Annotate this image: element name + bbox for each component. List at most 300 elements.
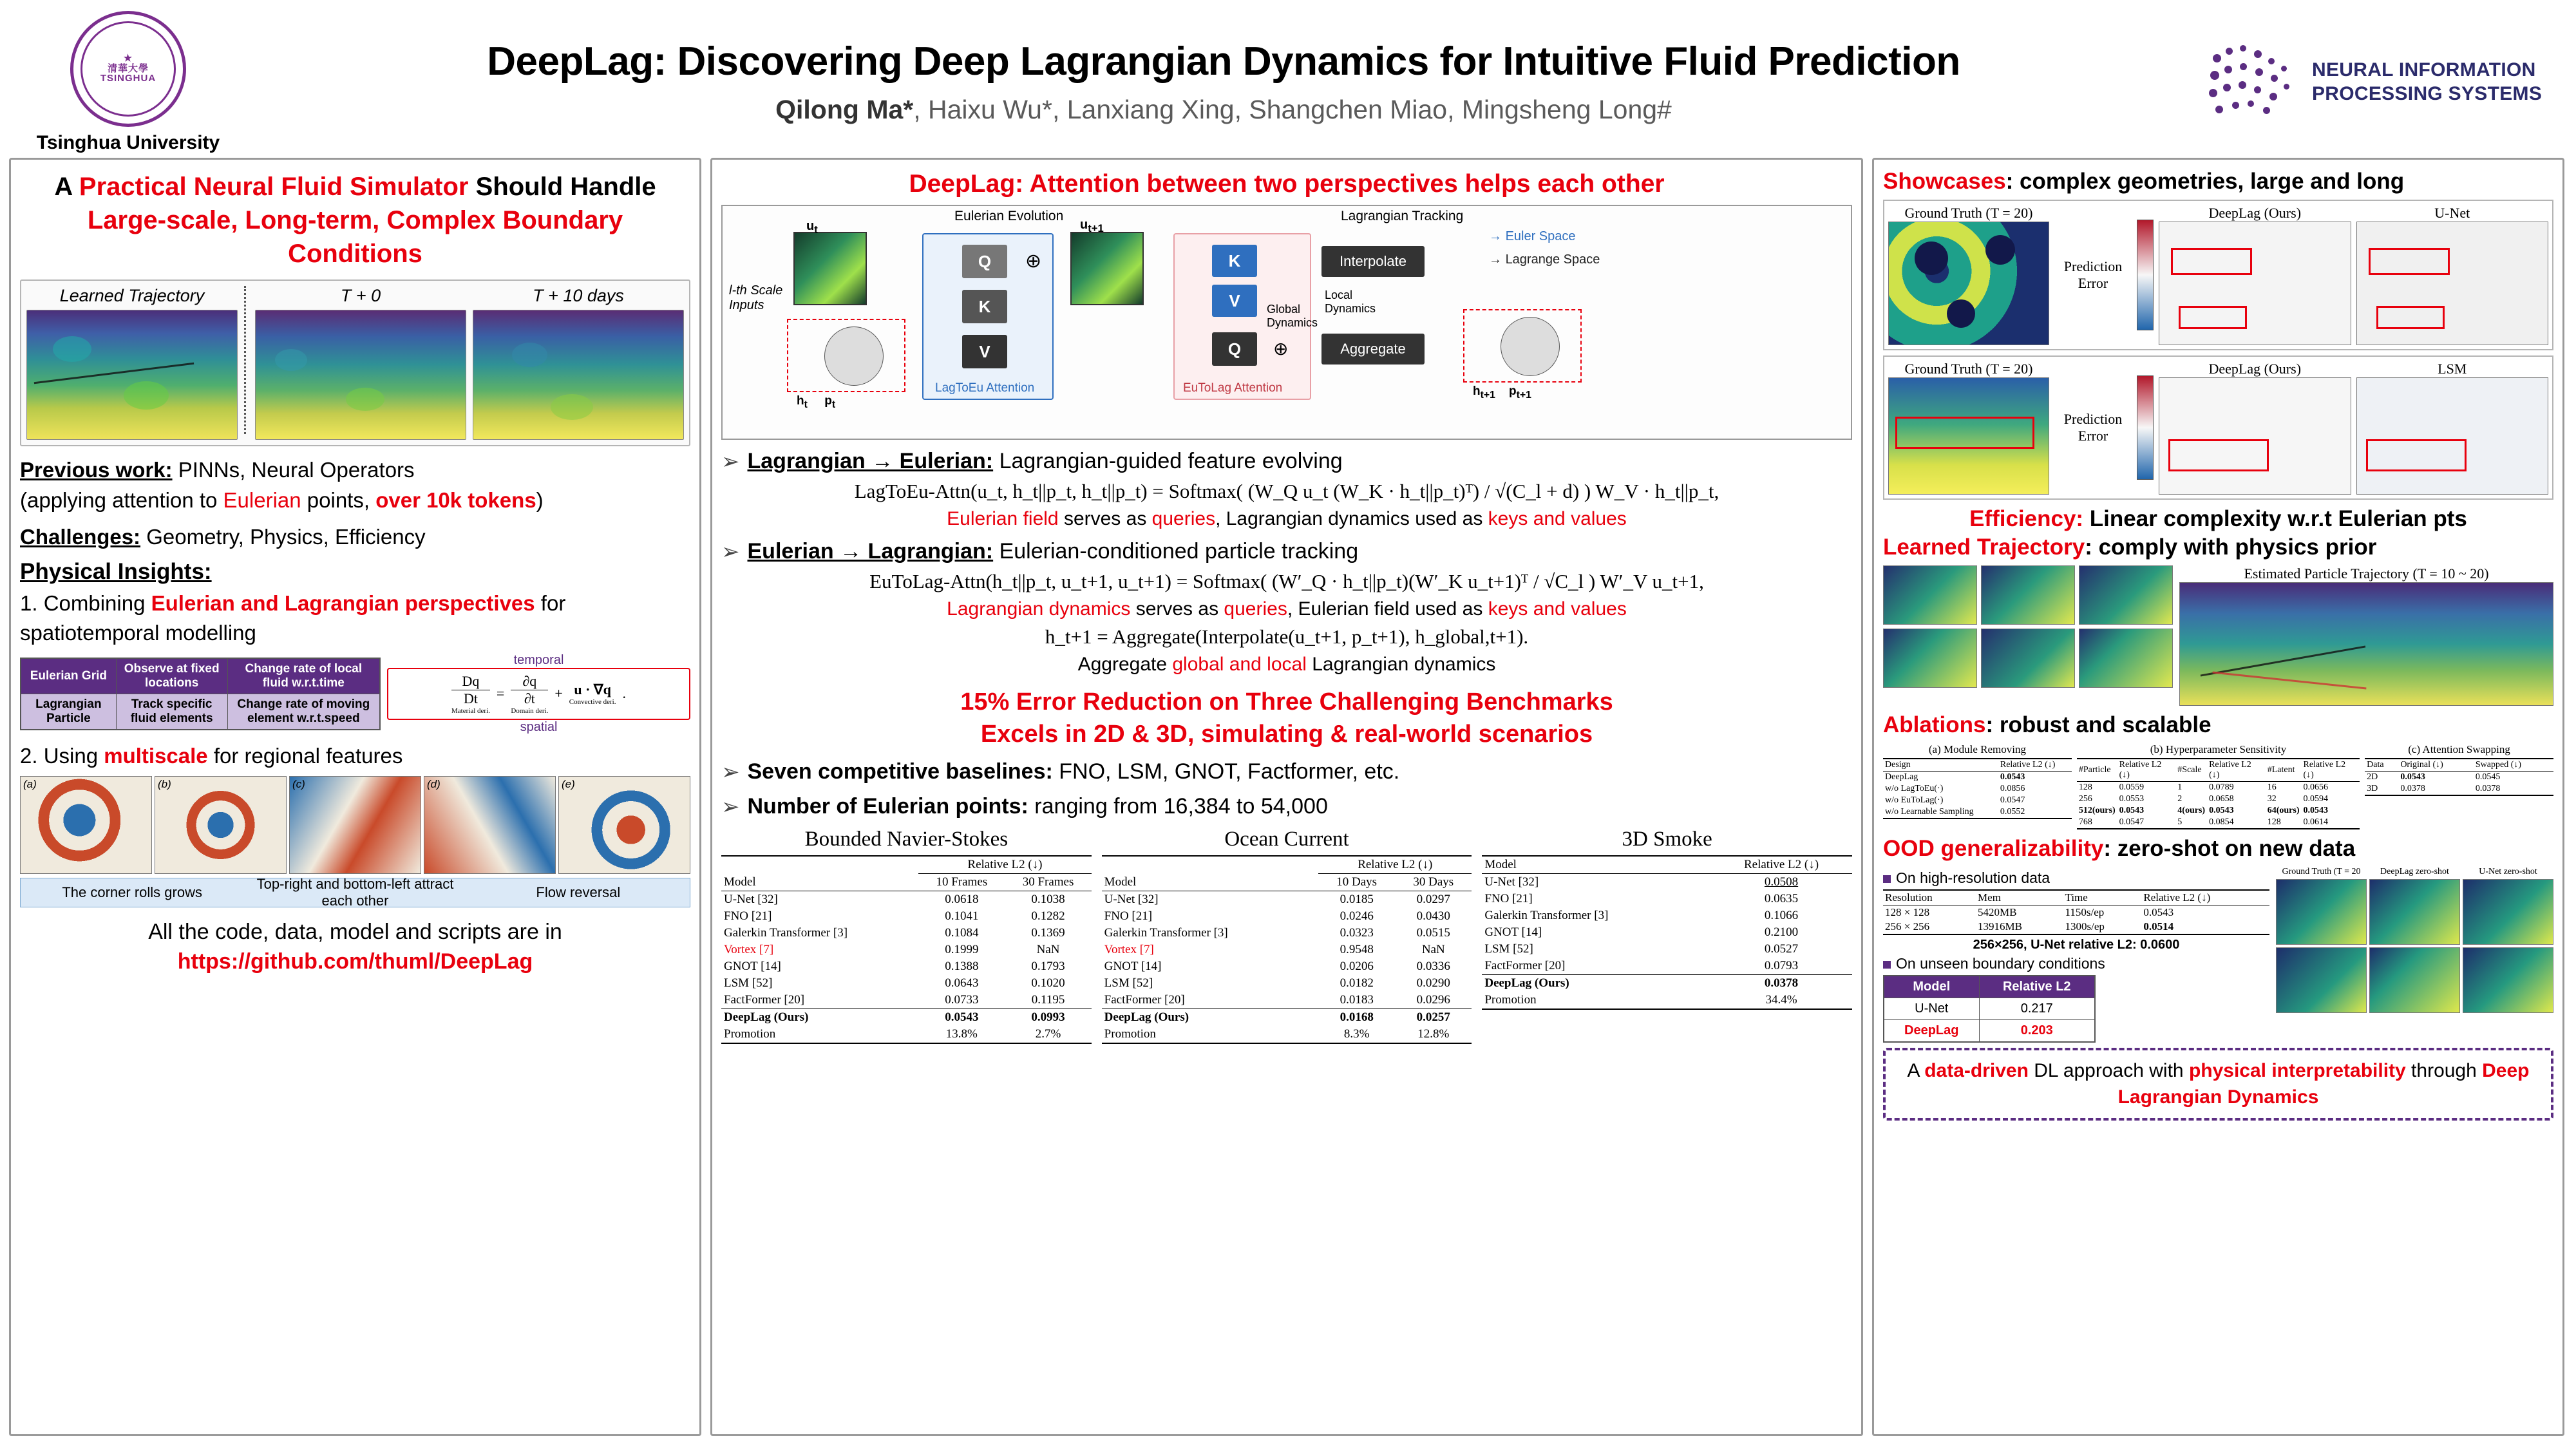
- cell: Relative L2 (↓): [2209, 760, 2251, 780]
- cell: 0.0257: [1416, 1010, 1450, 1025]
- cell: 0.0378: [1764, 976, 1799, 990]
- aggregate-block: Aggregate: [1321, 334, 1425, 365]
- bullet1-title: Lagrangian → Eulerian:: [747, 449, 994, 473]
- abl3-table: [2365, 758, 2553, 796]
- annotation-attract: Top-right and bottom-left attract each other: [256, 876, 454, 909]
- bench3-table: [1482, 855, 1852, 1010]
- sc2-error-label: Prediction Error: [2063, 411, 2123, 444]
- table-row: [1883, 772, 2072, 784]
- ood-tile: [2369, 947, 2460, 1013]
- eq-term1-sub: Domain deri.: [511, 706, 549, 715]
- fluid-image-t10: [473, 310, 684, 440]
- eulerian-lagrangian-table-block: [20, 653, 690, 735]
- cell: 0.1999: [945, 943, 979, 957]
- bench2-table: [1102, 855, 1472, 1044]
- table-row: [1482, 941, 1852, 958]
- prev-paren-c: ): [536, 488, 544, 512]
- q-box-2: Q: [1212, 332, 1257, 366]
- bench1-metric: Relative L2 (↓): [918, 856, 1091, 874]
- cell: 0.0514: [2143, 920, 2174, 933]
- abl2-table: [2077, 758, 2360, 829]
- bullet-baselines: [721, 759, 1852, 785]
- cell-lagrangian-particle: Lagrangian Particle: [21, 694, 116, 730]
- cell: 0.0206: [1340, 960, 1374, 974]
- label-scale-inputs: l-th Scale Inputs: [729, 283, 783, 312]
- showcase-row-2: [1883, 355, 2553, 500]
- table-row: [2077, 793, 2360, 805]
- cell: 0.0378: [2400, 784, 2425, 793]
- cell: GNOT [14]: [724, 960, 781, 974]
- benchmark-tables: [721, 828, 1852, 1044]
- multiscale-cell: [558, 776, 690, 874]
- cell: 0.0527: [1764, 942, 1799, 956]
- bench1-col-30: 30 Frames: [1022, 875, 1074, 889]
- ood-note-2: [1883, 955, 2269, 972]
- tsinghua-logo-block: [9, 11, 247, 154]
- cell: 12.8%: [1417, 1027, 1450, 1041]
- table-row: [721, 975, 1092, 992]
- cell: 0.1282: [1031, 909, 1065, 923]
- headline-red-2: Large-scale, Long-term, Complex Boundary Conditions: [87, 206, 623, 268]
- cap2-b: serves as: [1130, 598, 1224, 620]
- plus-icon-2: ⊕: [1273, 339, 1289, 359]
- cap3-red: global and local: [1172, 654, 1307, 675]
- table-row: [2077, 817, 2360, 829]
- cell: 0.0543: [2400, 772, 2425, 782]
- cell-change-rate-moving: Change rate of moving element w.r.t.speed: [227, 694, 380, 730]
- fluid-image-t0: [255, 310, 466, 440]
- code-line-text: All the code, data, model and scripts are in: [148, 920, 562, 945]
- bullet3-text: FNO, LSM, GNOT, Factformer, etc.: [1052, 759, 1400, 784]
- cell: U-Net: [1884, 998, 1979, 1020]
- cell: 0.0323: [1340, 926, 1374, 940]
- v-box-2: V: [1212, 285, 1257, 317]
- traj-tile: [1883, 629, 1977, 688]
- column-left: [9, 158, 701, 1436]
- plus-icon-1: ⊕: [1025, 251, 1042, 272]
- label-lagtoeu: LagToEu Attention: [935, 381, 1035, 395]
- challenges-text: [20, 522, 690, 553]
- neurips-logo-block: [2200, 44, 2567, 121]
- arrow-temporal-label: temporal: [513, 652, 564, 667]
- caption-lagtoeu: [721, 508, 1852, 530]
- cap3-b: Lagrangian dynamics: [1306, 654, 1496, 675]
- seal-text: ★ 清華大學 TSINGHUA: [100, 52, 156, 84]
- table-row: [2077, 805, 2360, 817]
- cell: 0.0185: [1340, 893, 1374, 907]
- cell: 0.1369: [1031, 926, 1065, 940]
- ood-text: : zero-shot on new data: [2103, 836, 2356, 861]
- cell: 128 × 128: [1885, 906, 1930, 918]
- cell: 0.1041: [945, 909, 979, 923]
- sc1-error-label: Prediction Error: [2063, 258, 2123, 291]
- neurips-dots-icon: [2206, 44, 2303, 121]
- showcases-heading: [1883, 169, 2553, 194]
- cell: Design: [1885, 760, 1911, 770]
- ood-note1-text: On high-resolution data: [1896, 869, 2050, 886]
- cell: Vortex [7]: [724, 943, 774, 957]
- cell: 0.0182: [1340, 976, 1374, 990]
- legend-euler-space: → Euler Space: [1489, 229, 1576, 243]
- ood-line: [1883, 836, 2553, 862]
- cell: 0.0296: [1416, 993, 1450, 1007]
- cell: DeepLag (Ours): [724, 1010, 809, 1025]
- cell: Original (↓): [2400, 760, 2443, 770]
- cell: 32: [2267, 794, 2277, 804]
- cell: 0.2100: [1764, 925, 1799, 940]
- bench3-col-model: Model: [1484, 858, 1517, 872]
- table-row: [2077, 782, 2360, 794]
- cell: 0.0246: [1340, 909, 1374, 923]
- cell: 768: [2078, 817, 2092, 827]
- showcases-label: Showcases: [1883, 169, 2006, 194]
- sc2-baseline-caption: LSM: [2438, 361, 2467, 377]
- insight1-a: 1. Combining: [20, 591, 151, 615]
- column-right: [1872, 158, 2564, 1436]
- legend-lagrange-space: → Lagrange Space: [1489, 252, 1600, 267]
- bullet3-title: Seven competitive baselines:: [747, 759, 1053, 784]
- sc1-gt-caption: Ground Truth (T = 20): [1904, 205, 2033, 221]
- cell: #Particle: [2078, 765, 2111, 775]
- trajectory-caption: Estimated Particle Trajectory (T = 10 ~ 20): [2244, 565, 2489, 582]
- table-row: [1883, 806, 2072, 819]
- cell: 0.1195: [1031, 993, 1065, 1007]
- cell-change-rate-local: Change rate of local fluid w.r.t.time: [227, 658, 380, 694]
- eq-lhs-sub: Material deri.: [451, 706, 490, 715]
- insight1-red: Eulerian and Lagrangian perspectives: [151, 591, 535, 615]
- insight2-b: for regional features: [207, 743, 403, 768]
- col2-heading: DeepLag: Attention between two perspectives helps each other: [909, 170, 1665, 198]
- cell: 16: [2267, 782, 2277, 792]
- cell: 0.0618: [945, 893, 979, 907]
- bench3-metric: Relative L2 (↓): [1743, 858, 1819, 872]
- cell: LSM [52]: [1484, 942, 1533, 956]
- ms-label-e: (e): [562, 778, 575, 791]
- trajectory-tiles: [1883, 565, 2173, 688]
- label-eulerian-evolution: Eulerian Evolution: [954, 209, 1064, 223]
- table-row: [1883, 759, 2072, 772]
- bullet-arrow-icon: ➢: [721, 540, 740, 564]
- concl-c: through: [2405, 1060, 2483, 1081]
- headline-part-b: Should Handle: [468, 173, 656, 201]
- traj-tile: [1981, 565, 2075, 625]
- poster-header: [9, 6, 2567, 158]
- cell: 0.0789: [2209, 782, 2234, 792]
- trajectory-label: Learned Trajectory: [1883, 535, 2085, 560]
- table-row: [1482, 856, 1852, 874]
- trajectory-figure: [1883, 565, 2553, 706]
- col1-headline: [20, 170, 690, 270]
- cell: 0.0635: [1764, 892, 1799, 906]
- cell: 2: [2177, 794, 2183, 804]
- github-url[interactable]: https://github.com/thuml/DeepLag: [177, 949, 533, 974]
- cell-observe-fixed: Observe at fixed locations: [116, 658, 227, 694]
- table-row: [1883, 905, 2269, 920]
- sc1-unet-error-image: [2356, 222, 2549, 345]
- ood-resolution-table: [1883, 889, 2269, 935]
- abl1-title: (a) Module Removing: [1928, 743, 2026, 755]
- tsinghua-seal-icon: [70, 11, 186, 127]
- cell: 0.1084: [945, 926, 979, 940]
- cell: 256: [2078, 794, 2092, 804]
- cell: 5420MB: [1978, 906, 2017, 918]
- cell: 0.0168: [1340, 1010, 1374, 1025]
- bullet4-title: Number of Eulerian points:: [747, 794, 1028, 819]
- previous-work-label: Previous work:: [20, 458, 173, 482]
- multiscale-cell: [155, 776, 287, 874]
- table-row: [1883, 795, 2072, 806]
- cell: w/o EuToLag(·): [1885, 795, 1944, 805]
- ood-note-1: [1883, 869, 2269, 887]
- bullet-arrow-icon: ➢: [721, 760, 740, 785]
- table-row: [1883, 890, 2269, 905]
- ablation-module-removing: [1883, 743, 2072, 829]
- cell: 128: [2267, 817, 2281, 827]
- ms-label-c: (c): [292, 778, 305, 791]
- prev-over-tokens: over 10k tokens: [375, 488, 536, 512]
- cell: Time: [2065, 891, 2088, 904]
- insight1-b: for spatiotemporal modelling: [20, 591, 566, 645]
- multiscale-cell: [424, 776, 556, 874]
- table-row: [1482, 924, 1852, 941]
- sc2-gt-caption: Ground Truth (T = 20): [1904, 361, 2033, 377]
- ood-tile: [2276, 879, 2367, 945]
- cell: 0.0336: [1416, 960, 1450, 974]
- eq-term2: u · ∇q: [574, 681, 611, 698]
- insights-label: Physical Insights:: [20, 558, 212, 584]
- cell: Relative L2: [1979, 976, 2095, 998]
- bench1-table: [721, 855, 1092, 1044]
- ablation-tables: [1883, 743, 2553, 829]
- traj-cell-learned: [26, 286, 238, 440]
- benchmark-bounded-navier-stokes: [721, 828, 1092, 1044]
- cell: 0.0614: [2303, 817, 2328, 827]
- eq-period: .: [622, 685, 626, 702]
- table-row: [1482, 958, 1852, 975]
- showcases-text: : complex geometries, large and long: [2005, 169, 2405, 194]
- fluid-image-learned: [26, 310, 238, 440]
- bullet-arrow-icon: ➢: [721, 450, 740, 474]
- traj-cell-t0: [255, 286, 466, 440]
- table-row: [1482, 891, 1852, 907]
- ood-cap-deeplag: DeepLag zero-shot: [2380, 867, 2449, 876]
- traj-caption-learned: Learned Trajectory: [59, 286, 205, 305]
- ood-mid-note: 256×256, U-Net relative L2: 0.0600: [1973, 938, 2180, 952]
- table-row: [721, 891, 1092, 909]
- bullet-arrow-icon: ➢: [721, 795, 740, 820]
- table-row: [1102, 975, 1472, 992]
- result-line-2: Excels in 2D & 3D, simulating & real-world scenarios: [980, 721, 1593, 748]
- sc2-deeplag-error-image: [2159, 377, 2351, 495]
- table-row: [721, 925, 1092, 942]
- bench2-col-model: Model: [1104, 875, 1137, 889]
- cell: 0.0547: [2119, 817, 2145, 827]
- table-row-ours: [1482, 975, 1852, 992]
- prev-eulerian: Eulerian: [223, 488, 301, 512]
- cell: 1150s/ep: [2065, 906, 2105, 918]
- cap1-b: serves as: [1058, 508, 1152, 529]
- sc1-ours-caption: DeepLag (Ours): [2208, 205, 2302, 221]
- cell: FNO [21]: [1484, 892, 1533, 906]
- interpolate-block: Interpolate: [1321, 246, 1425, 277]
- cell: U-Net [32]: [724, 893, 778, 907]
- ood-tile: [2463, 947, 2553, 1013]
- table-row: [721, 908, 1092, 925]
- cell: 0.217: [1979, 998, 2095, 1020]
- bench2-col-10: 10 Days: [1336, 875, 1378, 889]
- trajectory-line: [1883, 535, 2553, 560]
- cap1-d: , Lagrangian dynamics used as: [1215, 508, 1488, 529]
- table-row: [1482, 874, 1852, 891]
- cell: NaN: [1036, 943, 1060, 957]
- table-row-promotion: [1102, 1026, 1472, 1043]
- cell: 13.8%: [945, 1027, 978, 1041]
- ablation-attention-swapping: [2365, 743, 2553, 829]
- material-derivative-equation: Dq Dt Material deri. = ∂q ∂t Domain deri. + u · ∇q Convective deri. .: [387, 668, 690, 720]
- caption-eutolag: [721, 598, 1852, 620]
- cell: 0.0547: [2000, 795, 2025, 805]
- traj-cell-t10: [473, 286, 684, 440]
- cell: 2D: [2367, 772, 2378, 782]
- cell: 512(ours): [2078, 806, 2116, 815]
- ms-label-b: (b): [158, 778, 171, 791]
- cap2-c: queries: [1224, 598, 1287, 620]
- table-row: [721, 856, 1092, 874]
- lagrangian-particles-input: [787, 319, 905, 392]
- cell: DeepLag (Ours): [1104, 1010, 1189, 1025]
- ms-label-a: (a): [23, 778, 37, 791]
- cell: Resolution: [1885, 891, 1933, 904]
- sc2-ours-caption: DeepLag (Ours): [2208, 361, 2302, 377]
- prev-paren-b: points,: [301, 488, 376, 512]
- architecture-diagram: [721, 205, 1852, 440]
- cell: 0.0658: [2209, 794, 2234, 804]
- ood-label: OOD generalizability: [1883, 836, 2104, 861]
- table-row: [1883, 920, 2269, 934]
- cell: LSM [52]: [724, 976, 773, 990]
- eq-plus: +: [554, 685, 563, 702]
- cell: 0.1020: [1031, 976, 1065, 990]
- headline-part-a: A: [54, 173, 79, 201]
- ablation-hyperparameter: [2077, 743, 2360, 829]
- cell: 0.0297: [1416, 893, 1450, 907]
- cap2-d: , Eulerian field used as: [1287, 598, 1488, 620]
- cell: U-Net [32]: [1104, 893, 1159, 907]
- cell: 256 × 256: [1885, 920, 1930, 933]
- bullet1-text: Lagrangian-guided feature evolving: [993, 449, 1343, 473]
- sc1-baseline-caption: U-Net: [2434, 205, 2470, 221]
- cell: DeepLag: [1884, 1020, 1979, 1043]
- traj-tile: [1981, 629, 2075, 688]
- label-ht1-pt1: $h_{t+1}$ $p_{t+1}$: [1473, 384, 1531, 401]
- ood-cap-gt: Ground Truth (T = 20: [2282, 867, 2361, 876]
- colorbar-1: [2137, 220, 2154, 330]
- cap1-c: queries: [1151, 508, 1216, 529]
- cell-track-specific: Track specific fluid elements: [116, 694, 227, 730]
- cell: Relative L2 (↓): [2000, 760, 2056, 770]
- showcase-row-1: [1883, 200, 2553, 350]
- multiscale-cell: [20, 776, 152, 874]
- cell: 0.0543: [2143, 906, 2174, 918]
- cell: Data: [2367, 760, 2384, 770]
- insight2-a: 2. Using: [20, 743, 104, 768]
- ablations-text: : robust and scalable: [1985, 712, 2211, 737]
- cell: 0.0553: [2119, 794, 2145, 804]
- cell: 34.4%: [1765, 993, 1797, 1007]
- table-row: [1102, 891, 1472, 909]
- insight-2: [20, 741, 690, 771]
- cell: 1: [2177, 782, 2183, 792]
- cell: FactFormer [20]: [724, 993, 805, 1007]
- title-block: [247, 39, 2200, 124]
- cell: FNO [21]: [1104, 909, 1153, 923]
- abl3-title: (c) Attention Swapping: [2408, 743, 2510, 755]
- table-row: [1884, 1020, 2095, 1043]
- cell: 0.0993: [1031, 1010, 1065, 1025]
- ms-label-d: (d): [427, 778, 440, 791]
- cell: 0.0430: [1416, 909, 1450, 923]
- cell: Promotion: [1104, 1027, 1156, 1041]
- ablations-line: [1883, 712, 2553, 738]
- cell: Relative L2 (↓): [2143, 891, 2211, 904]
- table-row-promotion: [1482, 992, 1852, 1009]
- cell: 0.0854: [2209, 817, 2234, 827]
- cell: Swapped (↓): [2475, 760, 2522, 770]
- bullet-lag-to-eu: [721, 449, 1852, 475]
- cell: w/o Learnable Sampling: [1885, 807, 1974, 817]
- cap1-a: Eulerian field: [947, 508, 1059, 529]
- label-ut: $u_t$: [806, 219, 818, 236]
- table-row: [21, 658, 380, 694]
- cell: 0.203: [1979, 1020, 2095, 1043]
- eq-term2-sub: Convective deri.: [569, 698, 616, 706]
- label-global-dynamics: Global Dynamics: [1267, 303, 1318, 329]
- cell: 0.0508: [1764, 875, 1799, 889]
- table-row: [1102, 992, 1472, 1009]
- bullet-square-icon: [1883, 961, 1891, 969]
- cap1-e: keys and values: [1488, 508, 1627, 529]
- learned-trajectory-panel: [20, 279, 690, 446]
- equation-aggregate: h_t+1 = Aggregate(Interpolate(u_t+1, p_t+1), h_global,t+1).: [1045, 625, 1529, 648]
- cell: Vortex [7]: [1104, 943, 1154, 957]
- bullet-eu-to-lag: [721, 539, 1852, 565]
- cell: Mem: [1978, 891, 2001, 904]
- cell: 3D: [2367, 784, 2378, 793]
- multiscale-cell: [289, 776, 421, 874]
- ood-note2-text: On unseen boundary conditions: [1896, 955, 2105, 972]
- cell: 2.7%: [1035, 1027, 1061, 1041]
- table-row: [1102, 908, 1472, 925]
- equation-lagtoeu: LagToEu-Attn(u_t, h_t||p_t, h_t||p_t) = Softmax( (W_Q u_t (W_K · h_t||p_t)ᵀ) / √(C_l + d) ) W_V · h_t||p_t,: [854, 480, 1719, 502]
- cell: NaN: [1421, 943, 1445, 957]
- table-row: [1102, 942, 1472, 958]
- cap3-a: Aggregate: [1077, 654, 1173, 675]
- bench1-col-model: Model: [724, 875, 756, 889]
- table-row: [1883, 783, 2072, 795]
- result-line-1: 15% Error Reduction on Three Challenging Benchmarks: [960, 688, 1613, 715]
- bullet-points: [721, 794, 1852, 820]
- poster-columns: [9, 158, 2567, 1436]
- efficiency-line: [1883, 506, 2553, 532]
- label-eutolag: EuToLag Attention: [1183, 381, 1283, 395]
- table-row: [721, 942, 1092, 958]
- bullet-square-icon: [1883, 875, 1891, 883]
- label-ut1: $u_{t+1}$: [1080, 218, 1104, 234]
- concl-red-2: physical interpretability: [2188, 1060, 2406, 1081]
- multiscale-annotation-bar: [20, 878, 690, 907]
- ood-image-captions: [2276, 867, 2553, 877]
- cell: 0.0378: [2475, 784, 2501, 793]
